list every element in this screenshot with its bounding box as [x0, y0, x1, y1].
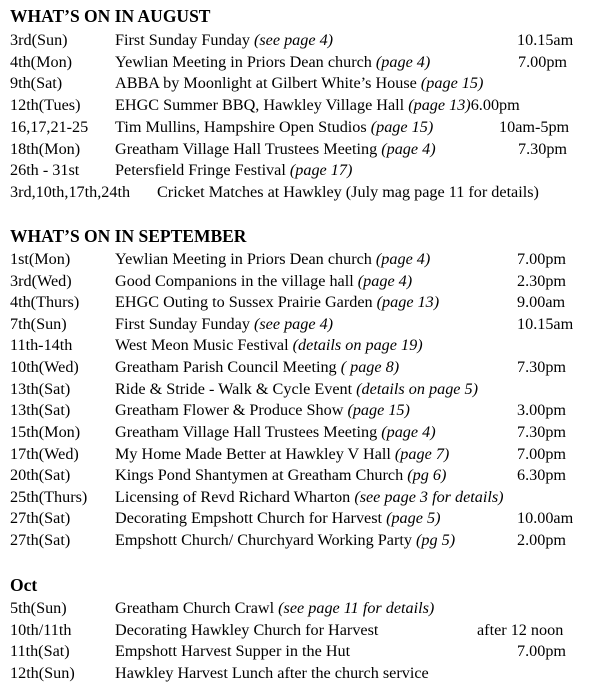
event-date: 3rd,10th,17th,24th	[10, 183, 131, 201]
event-time: 6.00pm	[470, 96, 520, 114]
event-title: Hawkley Harvest Lunch after the church service	[115, 664, 429, 682]
event-time: after 12 noon	[477, 621, 564, 639]
event-date: 25th(Thurs)	[10, 488, 88, 506]
event-date: 11th(Sat)	[10, 642, 70, 660]
event-title: First Sunday Funday (see page 4)	[115, 315, 334, 333]
event-time: 2.30pm	[517, 272, 567, 290]
event-title: Decorating Empshott Church for Harvest (page 5)	[115, 509, 441, 527]
event-date: 7th(Sun)	[10, 315, 67, 333]
event-date: 4th(Mon)	[10, 53, 73, 71]
event-title: Cricket Matches at Hawkley (July mag page 11 for details)	[157, 183, 539, 201]
list-item	[10, 161, 595, 183]
event-time: 6.30pm	[517, 466, 567, 484]
event-date: 27th(Sat)	[10, 531, 71, 549]
event-title: Decorating Hawkley Church for Harvest	[115, 621, 379, 639]
event-title: Kings Pond Shantymen at Greatham Church (pg 6)	[115, 466, 447, 484]
list-item	[10, 664, 595, 686]
list-item	[10, 336, 595, 358]
event-title: Tim Mullins, Hampshire Open Studios (page 15)	[115, 118, 434, 136]
event-time: 10.15am	[517, 31, 574, 49]
event-title: Yewlian Meeting in Priors Dean church (page 4)	[115, 250, 431, 268]
list-item	[10, 621, 595, 643]
august-heading: WHAT’S ON IN AUGUST	[10, 6, 211, 26]
list-item	[10, 272, 595, 294]
event-date: 13th(Sat)	[10, 401, 71, 419]
event-time: 7.00pm	[517, 445, 567, 463]
october-heading: Oct	[10, 575, 38, 595]
list-item	[10, 509, 595, 531]
event-title: ABBA by Moonlight at Gilbert White’s House (page 15)	[115, 74, 484, 92]
event-date: 5th(Sun)	[10, 599, 67, 617]
event-title: Empshott Harvest Supper in the Hut	[115, 642, 351, 660]
event-date: 3rd(Wed)	[10, 272, 72, 290]
list-item	[10, 31, 595, 53]
event-time: 7.00pm	[517, 642, 567, 660]
list-item	[10, 250, 595, 272]
list-item	[10, 445, 595, 467]
list-item	[10, 642, 595, 664]
event-date: 26th - 31st	[10, 161, 80, 179]
event-title: West Meon Music Festival (details on page 19)	[115, 336, 423, 354]
event-title: Greatham Village Hall Trustees Meeting (page 4)	[115, 423, 436, 441]
list-item	[10, 74, 595, 96]
event-title: Empshott Church/ Churchyard Working Party (pg 5)	[115, 531, 456, 549]
event-title: Yewlian Meeting in Priors Dean church (page 4)	[115, 53, 431, 71]
list-item	[10, 140, 595, 162]
event-date: 10th(Wed)	[10, 358, 79, 376]
event-title: First Sunday Funday (see page 4)	[115, 31, 334, 49]
list-item	[10, 118, 595, 140]
list-item	[10, 488, 595, 510]
list-item	[10, 96, 595, 118]
event-date: 16,17,21-25	[10, 118, 89, 136]
list-item	[10, 401, 595, 423]
event-date: 20th(Sat)	[10, 466, 71, 484]
event-date: 17th(Wed)	[10, 445, 79, 463]
event-date: 13th(Sat)	[10, 380, 71, 398]
list-item	[10, 466, 595, 488]
event-title: Greatham Church Crawl (see page 11 for details)	[115, 599, 435, 617]
list-item	[10, 53, 595, 75]
event-time: 7.30pm	[518, 140, 568, 158]
event-time: 7.00pm	[517, 250, 567, 268]
event-time: 7.30pm	[517, 423, 567, 441]
list-item	[10, 599, 595, 621]
list-item	[10, 531, 595, 553]
event-title: Petersfield Fringe Festival (page 17)	[115, 161, 353, 179]
list-item	[10, 293, 595, 315]
list-item	[10, 423, 595, 445]
event-date: 12th(Sun)	[10, 664, 75, 682]
event-time: 10am-5pm	[499, 118, 570, 136]
event-time: 10.00am	[517, 509, 574, 527]
event-title: Greatham Parish Council Meeting ( page 8)	[115, 358, 400, 376]
event-date: 27th(Sat)	[10, 509, 71, 527]
event-date: 12th(Tues)	[10, 96, 81, 114]
event-title: Greatham Flower & Produce Show (page 15)	[115, 401, 410, 419]
event-date: 3rd(Sun)	[10, 31, 68, 49]
event-title: EHGC Outing to Sussex Prairie Garden (page 13)	[115, 293, 440, 311]
event-title: Ride & Stride - Walk & Cycle Event (details on page 5)	[115, 380, 479, 398]
event-date: 9th(Sat)	[10, 74, 63, 92]
event-title: Licensing of Revd Richard Wharton (see page 3 for details)	[115, 488, 504, 506]
event-time: 7.00pm	[518, 53, 568, 71]
event-time: 9.00am	[517, 293, 566, 311]
september-heading: WHAT’S ON IN SEPTEMBER	[10, 226, 247, 246]
event-title: EHGC Summer BBQ, Hawkley Village Hall (page 13)6.00pm	[115, 96, 520, 114]
list-item	[10, 183, 595, 205]
event-title: My Home Made Better at Hawkley V Hall (page 7)	[115, 445, 450, 463]
event-date: 11th-14th	[10, 336, 73, 354]
event-title: Good Companions in the village hall (page 4)	[115, 272, 413, 290]
event-time: 10.15am	[517, 315, 574, 333]
event-title: Greatham Village Hall Trustees Meeting (page 4)	[115, 140, 436, 158]
event-date: 10th/11th	[10, 621, 72, 639]
event-date: 4th(Thurs)	[10, 293, 80, 311]
event-date: 15th(Mon)	[10, 423, 81, 441]
event-time: 3.00pm	[517, 401, 567, 419]
list-item	[10, 358, 595, 380]
event-time: 7.30pm	[517, 358, 567, 376]
list-item	[10, 380, 595, 402]
event-date: 18th(Mon)	[10, 140, 81, 158]
event-time: 2.00pm	[517, 531, 567, 549]
list-item	[10, 315, 595, 337]
event-date: 1st(Mon)	[10, 250, 71, 268]
